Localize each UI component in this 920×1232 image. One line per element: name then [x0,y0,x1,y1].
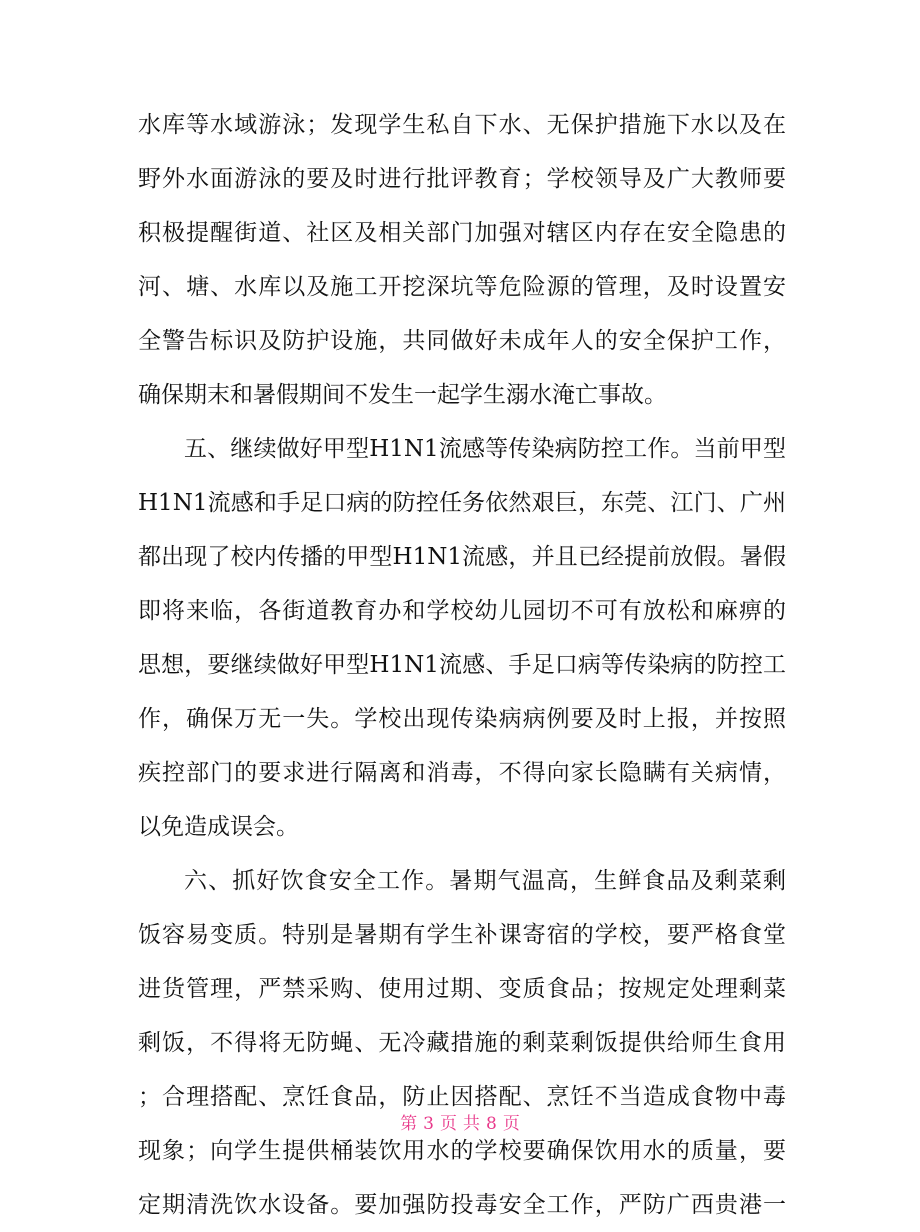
footer-page-unit: 页 [440,1114,457,1134]
text-line: 饭容易变质。特别是暑期有学生补课寄宿的学校，要严格食堂 [138,922,786,948]
text-line: 全警告标识及防护设施，共同做好未成年人的安全保护工作， [138,328,786,354]
text-line: 野外水面游泳的要及时进行批评教育；学校领导及广大教师要 [138,166,786,192]
footer-prefix: 第 [400,1114,418,1134]
text-line: 疾控部门的要求进行隔离和消毒，不得向家长隐瞒有关病情， [138,760,786,786]
text-line: 确保期末和暑假期间不发生一起学生溺水淹亡事故。 [138,382,667,408]
text-line: 积极提醒街道、社区及相关部门加强对辖区内存在安全隐患的 [138,220,786,246]
page-number-footer [0,1112,920,1136]
body-text [138,98,786,1232]
paragraph-start-line: 五、继续做好甲型H1N1流感等传染病防控工作。当前甲型 [184,436,786,462]
text-line: 剩饭，不得将无防蝇、无冷藏措施的剩菜剩饭提供给师生食用 [138,1030,786,1056]
text-line: H1N1流感和手足口病的防控任务依然艰巨，东莞、江门、广州 [138,490,786,516]
text-line: 都出现了校内传播的甲型H1N1流感，并且已经提前放假。暑假 [138,544,786,570]
footer-total-prefix: 共 [463,1114,480,1134]
paragraph-start-line: 六、抓好饮食安全工作。暑期气温高，生鲜食品及剩菜剩 [184,868,786,894]
text-line: 作，确保万无一失。学校出现传染病病例要及时上报，并按照 [138,706,786,732]
footer-current-page: 3 [423,1114,434,1134]
text-line: 思想，要继续做好甲型H1N1流感、手足口病等传染病的防控工 [138,652,786,678]
text-line: 河、塘、水库以及施工开挖深坑等危险源的管理，及时设置安 [138,274,786,300]
text-line: 即将来临，各街道教育办和学校幼儿园切不可有放松和麻痹的 [138,598,786,624]
footer-total-unit: 页 [502,1114,520,1134]
text-line: 进货管理，严禁采购、使用过期、变质食品；按规定处理剩菜 [138,976,786,1002]
text-line: 定期清洗饮水设备。要加强防投毒安全工作，严防广西贵港一 [138,1192,786,1218]
text-line: 水库等水域游泳；发现学生私自下水、无保护措施下水以及在 [138,112,786,138]
footer-total-pages: 8 [486,1114,497,1134]
text-line: 现象；向学生提供桶装饮用水的学校要确保饮用水的质量，要 [138,1138,786,1164]
text-line: ；合理搭配、烹饪食品，防止因搭配、烹饪不当造成食物中毒 [138,1084,786,1110]
text-line: 以免造成误会。 [138,814,299,840]
